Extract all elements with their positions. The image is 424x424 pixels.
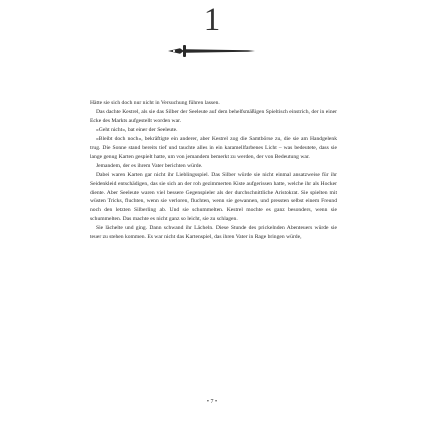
- paragraph: Sie lächelte und ging. Dann schwand ihr Lächeln. Diese Stunde des prickelnden Abenteuers würde sie teuer zu stehen kommen. Es war nicht das Kartenspiel, das ihren Vater in Rage bringen würde,: [90, 225, 337, 241]
- page-number: • 7 •: [206, 399, 218, 405]
- paragraph: Jemandem, der es ihrem Vater berichten würde.: [96, 162, 203, 169]
- paragraph: Hätte sie sich doch nur nicht in Versuchung führen lassen.: [90, 100, 220, 106]
- paragraph: »Bleibt doch noch«, bekräftigte ein anderer, aber Kestrel zog die Samtbörse zu, die sie am Handgelenk trug. Die Sonne stand bereits tief und tauchte alles in ein karamellfarbenes Licht – was bedeutete, dass sie lange genug Karten gespielt hatte, um von jemandem bemerkt zu werden, der von Bedeutung war.: [90, 135, 337, 160]
- paragraph: »Geht nicht«, bat einer der Seeleute.: [96, 126, 178, 133]
- chapter-body-text: [90, 99, 337, 242]
- paragraph: Dabei waren Karten gar nicht ihr Lieblingsspiel. Das Silber würde sie nicht einmal ansatzweise für ihr Seidenkleid entschädigen, das sie sich an der roh gezimmerten Kiste aufgerissen hatte, welche ihr als Hocker diente. Aber Seeleute waren viel bessere Gegenspieler als der durchschnittliche Aristokrat. Sie spielten mit wüsten Tricks, fluchten, wenn sie verloren, fluchten, wenn sie gewannen, und pressten selbst einem Freund noch den letzten Silberling ab. Und sie schummelten. Kestrel mochte es ganz besonders, wenn sie schummelten. Das machte es nicht ganz so leicht, sie zu schlagen.: [90, 171, 337, 223]
- chapter-number: 1: [203, 2, 221, 38]
- paragraph: Das dachte Kestrel, als sie das Silber der Seeleute auf dem behelfsmäßigen Spieltisch einstrich, der in einer Ecke des Markts aufgestellt worden war.: [90, 108, 337, 124]
- sword-icon: [166, 44, 256, 58]
